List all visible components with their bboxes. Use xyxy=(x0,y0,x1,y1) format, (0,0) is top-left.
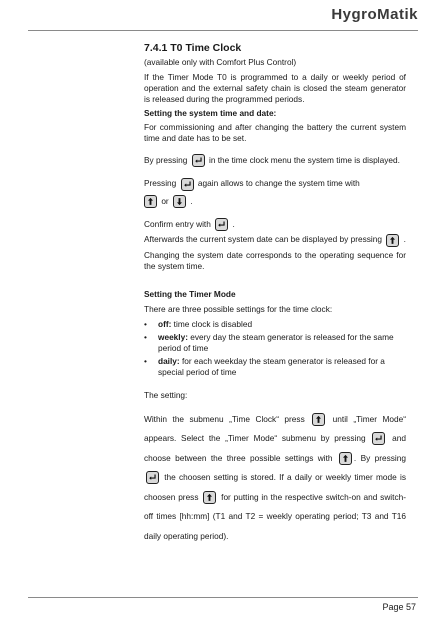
period-text: . xyxy=(232,218,235,229)
list-item: • daily: for each weekday the steam generator is released for a special period of time xyxy=(144,356,406,378)
list-item: • off: time clock is disabled xyxy=(144,319,406,330)
down-arrow-key-icon xyxy=(173,195,186,208)
period-text: . xyxy=(190,195,193,206)
up-arrow-key-icon xyxy=(144,195,157,208)
page-content xyxy=(144,38,406,546)
enter-key-icon xyxy=(146,471,159,484)
up-arrow-key-icon xyxy=(312,413,325,426)
changing-paragraph: Changing the system date corresponds to the operating sequence for the system time. xyxy=(144,249,406,271)
timer-options-list xyxy=(144,319,406,378)
setting-label: The setting: xyxy=(144,389,188,400)
press-enter-paragraph xyxy=(144,154,406,167)
up-arrow-key-icon xyxy=(339,452,352,465)
or-text: or xyxy=(161,195,169,206)
period-text: . xyxy=(403,234,406,245)
pressing-again-paragraph xyxy=(144,177,406,190)
section-subtitle: (available only with Comfort Plus Control) xyxy=(144,57,297,67)
up-arrow-key-icon xyxy=(203,491,216,504)
timer-intro: There are three possible settings for the time clock: xyxy=(144,303,333,314)
confirm-paragraph xyxy=(144,218,406,231)
up-down-line xyxy=(144,195,406,208)
enter-key-icon xyxy=(192,154,205,167)
pressing-text-a: Pressing xyxy=(144,178,177,189)
enter-key-icon xyxy=(181,178,194,191)
system-time-heading: Setting the system time and date: xyxy=(144,108,277,118)
afterwards-paragraph xyxy=(144,233,406,246)
page-number: Page 57 xyxy=(382,602,416,612)
timer-mode-heading: Setting the Timer Mode xyxy=(144,288,236,299)
system-time-text: For commissioning and after changing the battery the current system time and date has to be set. xyxy=(144,122,406,143)
press-text-b: in the time clock menu the system time is displayed. xyxy=(208,155,400,165)
afterwards-text: Afterwards the current system date can be displayed by pressing xyxy=(144,234,382,245)
enter-key-icon xyxy=(215,218,228,231)
footer-rule xyxy=(28,597,418,598)
up-arrow-key-icon xyxy=(386,234,399,247)
enter-key-icon xyxy=(372,432,385,445)
list-item: • weekly: every day the steam generator is released for the same period of time xyxy=(144,332,406,354)
confirm-text: Confirm entry with xyxy=(144,218,211,229)
intro-paragraph: If the Timer Mode T0 is programmed to a daily or weekly period of operation and the external safety chain is closed the steam generator is released during the programmed periods. xyxy=(144,72,406,104)
hygromatik-logo: HygroMatik xyxy=(331,6,418,23)
header-rule xyxy=(28,30,418,31)
section-title: 7.4.1 T0 Time Clock xyxy=(144,42,242,54)
pressing-text-b: again allows to change the system time with xyxy=(197,178,360,189)
press-text-a: By pressing xyxy=(144,155,188,165)
setting-paragraph: Within the submenu „Time Clock“ press until „Timer Mode“ appears. Select the „Timer Mode“ submenu by pressing and choose between the three possible settings with . By pressing the choosen setting is stored. If a daily or weekly timer mode is choosen press for putting in the respective switch-on and switch-off times [hh:mm] (T1 and T2 = weekly operating period; T3 and T16 daily operating period). xyxy=(144,413,407,541)
